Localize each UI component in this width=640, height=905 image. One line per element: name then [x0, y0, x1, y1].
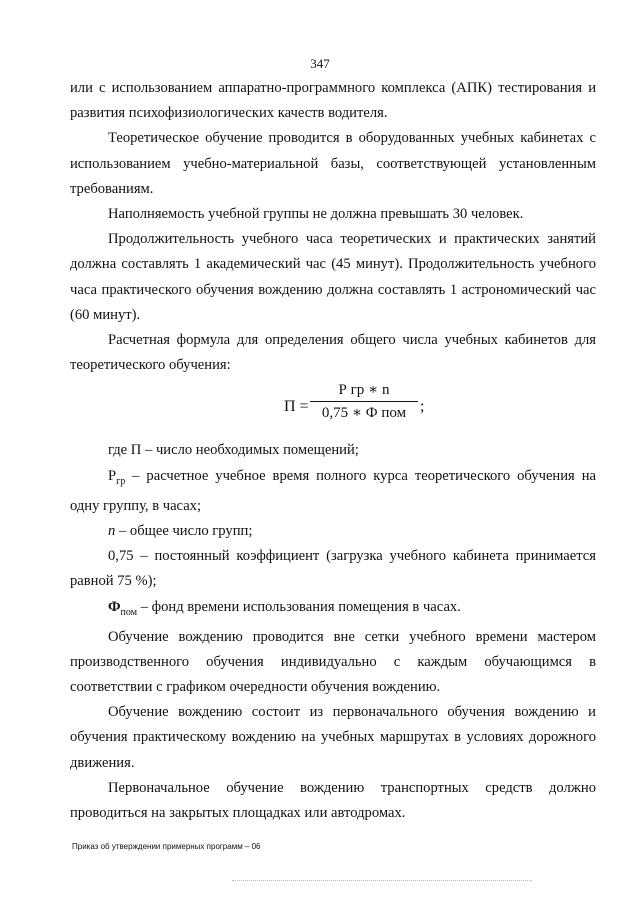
scan-edge-line	[232, 880, 532, 881]
paragraph-lesson-duration: Продолжительность учебного часа теоретических и практических занятий должна составлять 1 академический час (45 минут). Продолжительность учебного часа практического обучения вождению должна составлять 1 астрономический час (60 минут).	[70, 231, 596, 323]
paragraph-formula-intro: Расчетная формула для определения общего числа учебных кабинетов для теоретического обучения:	[70, 332, 596, 374]
n-symbol: n	[108, 522, 116, 539]
pgr-symbol: Р	[108, 467, 117, 484]
paragraph-theoretical-training: Теоретическое обучение проводится в оборудованных учебных кабинетах с использованием учебно-материальной базы, соответствующей установленным требованиям.	[70, 130, 596, 197]
definition-fpom	[70, 595, 596, 625]
formula-terminator: ;	[420, 398, 425, 416]
classroom-count-formula	[70, 380, 596, 434]
paragraph-continuation: или с использованием аппаратно-программного комплекса (АПК) тестирования и развития психофизиологических качеств водителя.	[70, 80, 596, 122]
formula-numerator: Р гр ∗ n	[338, 382, 390, 399]
page-footer: Приказ об утверждении примерных программ – 06	[72, 842, 261, 851]
paragraph-group-size: Наполняемость учебной группы не должна превышать 30 человек.	[108, 206, 524, 223]
paragraph-driving-training: Обучение вождению проводится вне сетки учебного времени мастером производственного обучения индивидуально с каждым обучающимся в соответствии с графиком очередности обучения вождению.	[70, 628, 596, 696]
definition-coefficient: 0,75 – постоянный коэффициент (загрузка учебного кабинета принимается равной 75 %);	[70, 548, 596, 590]
pgr-text: – расчетное учебное время полного курса теоретического обучения на одну группу, в часах;	[70, 467, 596, 514]
fpom-text: – фонд времени использования помещения в часах.	[137, 598, 461, 615]
formula-lhs: П =	[284, 398, 309, 416]
definition-p: где П – число необходимых помещений;	[108, 442, 359, 459]
fpom-symbol: Ф	[108, 598, 121, 615]
paragraph-driving-stages: Обучение вождению состоит из первоначального обучения вождению и обучения практическому вождению на учебных маршрутах в условиях дорожного движения.	[70, 704, 596, 771]
definition-n	[70, 519, 596, 544]
formula-fraction	[310, 380, 418, 424]
n-text: – общее число групп;	[115, 522, 253, 539]
paragraph-initial-training: Первоначальное обучение вождению транспортных средств должно проводиться на закрытых площадках или автодромах.	[70, 779, 596, 822]
definition-pgr	[70, 464, 596, 519]
formula-denominator: 0,75 ∗ Ф пом	[321, 405, 407, 422]
document-body	[70, 76, 596, 826]
pgr-subscript: гр	[116, 475, 126, 487]
page-number: 347	[310, 56, 330, 71]
fpom-subscript: пом	[120, 606, 138, 618]
